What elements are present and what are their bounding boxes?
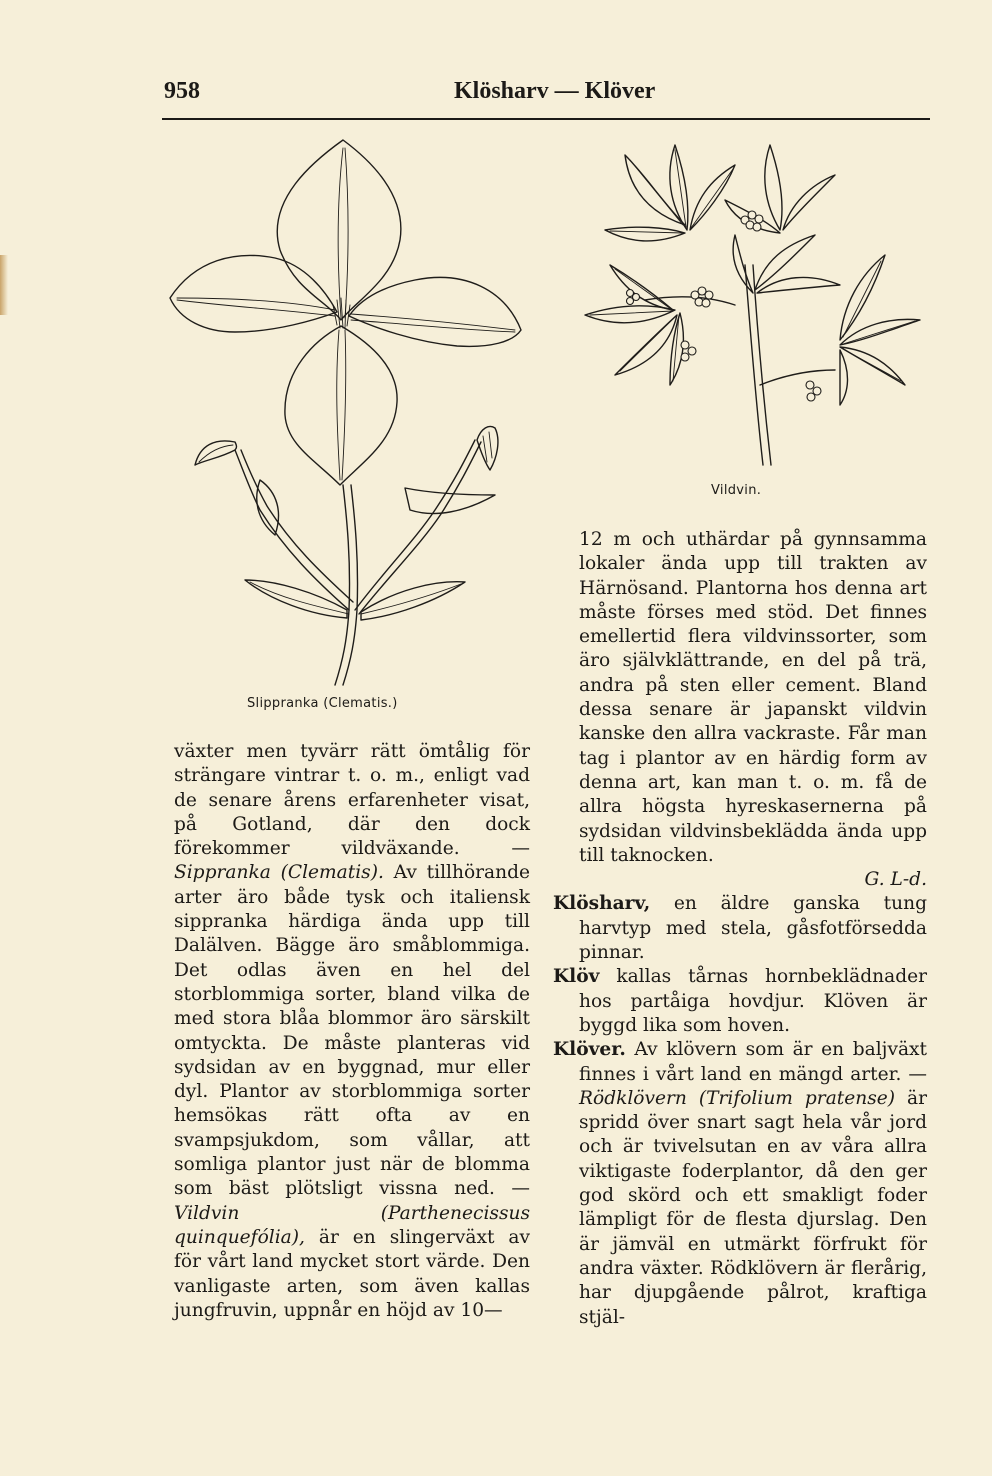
clematis-illustration xyxy=(165,140,540,685)
vildvin-illustration xyxy=(585,145,930,470)
species-name-rodklover: Rödklövern (Trifolium pratense) xyxy=(579,1087,896,1109)
text-run: är en slingerväxt av för vårt land mycket stort värde. Den vanligaste arten, som även kallas jungfruvin, uppnår en höjd av 10— xyxy=(174,1226,530,1321)
entry-text: kallas tårnas hornbeklädnader hos partåiga hovdjur. Klöven är byggd lika som hoven. xyxy=(579,966,927,1036)
species-name-vildvin: Vildvin (Parthenecissus quinquefólia), xyxy=(174,1202,530,1248)
entry-text: en äldre ganska tung harvtyp med stela, gåsfotförsedda pinnar. xyxy=(579,893,927,964)
text-run: växter men tyvärr rätt ömtålig för strängare vintrar t. o. m., enligt vad de senare årens erfarenheter visat, på Gotland, där den dock förekommer vildväxande. — xyxy=(174,741,530,860)
page-header xyxy=(164,74,928,114)
running-title: Klösharv — Klöver xyxy=(454,78,656,104)
clematis-caption: Slippranka (Clematis.) xyxy=(247,696,398,711)
author-signature: G. L-d. xyxy=(864,869,927,891)
species-name-sippranka: Sippranka (Clematis). xyxy=(174,862,384,884)
clematis-flower-drawing-icon xyxy=(165,140,540,685)
page-edge-stain xyxy=(0,255,8,315)
left-text-column xyxy=(174,740,530,1323)
virginia-creeper-drawing-icon xyxy=(585,145,930,470)
text-run: Av tillhörande arter äro både tysk och italiensk sippranka härdiga ända upp till Dalälven. Bägge äro småblommiga. Det odlas även en hel del storblommiga sorter, bland vilka de med stora blåa blommor äro särskilt omtyckta. De måste planteras vid sydsidan av en byggnad, mur eller dyl. Plantor av storblommiga sorter hemsökas rätt ofta av en svampsjukdom, som vållar, att somliga plantor just när de blomma som bäst plötsligt vissna ned. — xyxy=(174,862,530,1200)
entry-klover xyxy=(553,1038,927,1330)
continued-paragraph: 12 m och uthärdar på gynnsamma lokaler ända upp till trakten av Härnösand. Plantorna hos denna art måste förses med stöd. Det finnes emellertid flera vildvinssorter, som äro självklättrande, en del på trä, andra på sten eller cement. Bland dessa senare är japanskt vildvin kanske den allra vackraste. Får man tag i plantor av en härdig form av denna art, kan man t. o. m. få de allra högsta hyreskasernerna på sydsidan vildvinsbeklädda ända upp till taknocken. xyxy=(579,529,927,866)
left-paragraph xyxy=(174,740,530,1323)
header-rule xyxy=(162,118,930,120)
page-number: 958 xyxy=(164,78,200,104)
entry-text: är spridd över snart sagt hela vår jord och är tvivelsutan en av våra allra viktigaste foderplantor, då den ger god skörd och ett smakligt foder lämpligt för de flesta djurslag. Den är jämväl en utmärkt förfrukt för andra växter. Rödklövern är flerårig, har djupgående pålrot, kraftiga stjäl- xyxy=(579,1087,927,1328)
entry-klosharv xyxy=(553,892,927,965)
right-text-column xyxy=(553,528,927,1330)
headword: Klösharv, xyxy=(553,893,651,915)
headword: Klöv xyxy=(553,966,600,988)
entry-text: Av klövern som är en baljväxt finnes i vårt land en mängd arter. — xyxy=(579,1039,927,1085)
entry-klov xyxy=(553,965,927,1038)
headword: Klöver. xyxy=(553,1039,626,1061)
vildvin-caption: Vildvin. xyxy=(711,483,762,498)
